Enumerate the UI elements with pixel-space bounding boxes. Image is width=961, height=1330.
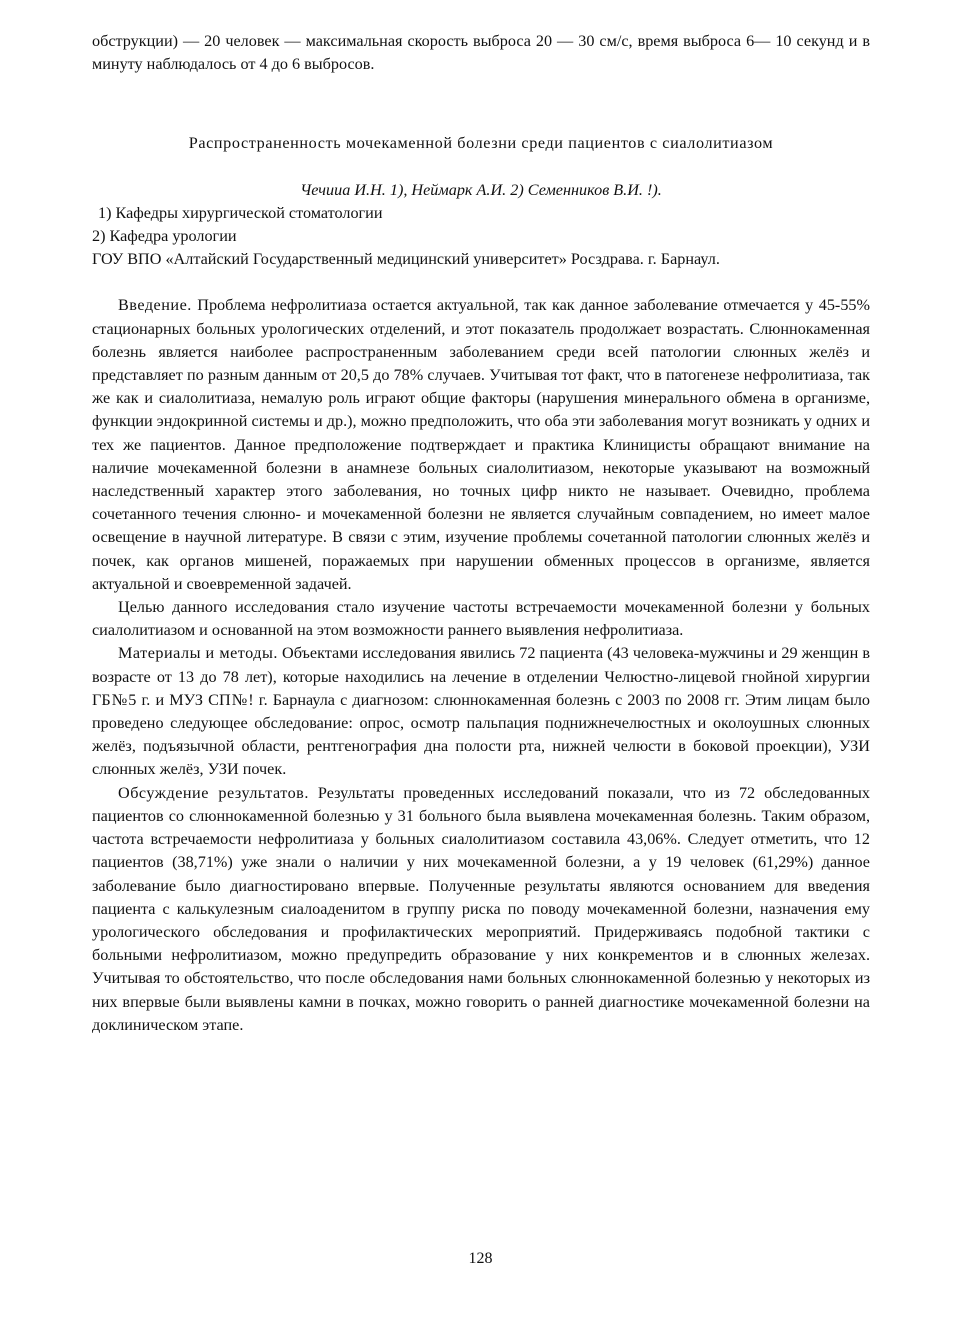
paragraph-introduction (92, 294, 870, 596)
article-authors: Чечииа И.Н. 1), Неймарк А.И. 2) Семенников В.И. !). (300, 180, 662, 199)
paragraph-text: Проблема нефролитиаза остается актуальной, так как данное заболевание отмечается у 45-55% стационарных больных урологических отделений, и этот показатель продолжает возрастать. Слюннокаменная болезнь является наиболее распространенным заболеванием среди всей патологии слюнных желёз и представляет по разным данным от 20,5 до 78% случаев. Учитывая тот факт, что в патогенезе нефролитиаза, так же как и сиалолитиаза, немалую роль играют общие факторы (нарушения минерального обмена в организме, функции эндокринной системы и др.), можно предположить, что оба эти заболевания могут возникать у одних и тех же пациентов. Данное предположение подтверждает и практика Клиницисты обращают внимание на наличие мочекаменной болезни в анамнезе больных сиалолитиазом, некоторые указывают на возможный наследственный характер этого заболевания, но точных цифр никто не называет. Очевидно, проблема сочетанного течения слюнно- и мочекаменной болезни не является случайным совпадением, но имеет малое освещение в научной литературе. В связи с этим, изучение проблемы сочетанной патологии слюнных желёз и почек, как органов мишеней, поражаемых при нарушении обменных процессов в организме, является актуальной и своевременной задачей. (92, 296, 870, 593)
paragraph-text: Результаты проведенных исследований показали, что из 72 обследованных пациентов со слюннокаменной болезнью у 31 больного была выявлена мочекаменная болезнь. Таким образом, частота встречаемости нефролитиаза у больных сиалолитиазом составила 43,06%. Следует отметить, что 12 пациентов (38,71%) уже знали о наличии у них мочекаменной болезни, а у 19 человек (61,29%) данное заболевание было диагностировано впервые. Полученные результаты являются основанием для введения пациента с калькулезным сиалоаденитом в группу риска по поводу мочекаменной болезни, назначения ему урологического обследования и профилактических мероприятий. Придерживаясь подобной тактики с больными нефролитиазом, можно предупредить образование у них конкрементов и в слюнных железах. Учитывая то обстоятельство, что после обследования нами больных слюннокаменной болезнью у некоторых из них впервые были выявлены камни в почках, можно говорить о ранней диагностике мочекаменной болезни на доклиническом этапе. (92, 783, 870, 1034)
paragraph-lead: Материалы и методы. (118, 644, 278, 663)
continuation-text: обструкции) — 20 человек — максимальная скорость выброса 20 — 30 см/с, время выброса 6— 10 секунд и в минуту наблюдалось от 4 до 6 выбросов. (92, 32, 870, 74)
paragraph-aim (92, 596, 870, 642)
affiliations (92, 202, 870, 272)
paragraph-results (92, 782, 870, 1037)
affiliation-3: ГОУ ВПО «Алтайский Государственный медицинский университет» Росздрава. г. Барнаул. (92, 250, 720, 269)
paragraph-text: Объектами исследования явились 72 пациента (43 человека-мужчины и 29 женщин в возрасте от 13 до 78 лет), которые находились на лечение в отделении Челюстно-лицевой гнойной хирургии ГБ№5 г. и МУЗ СП№! г. Барнаула с диагнозом: слюннокаменная болезнь с 2003 по 2008 гг. Этим лицам было проведено следующее обследование: опрос, осмотр пальпация поднижнечелюстных и околоушных слюнных желёз, подъязычной области, рентгенография дна полости рта, нижней челюсти в боковой проекции), УЗИ слюнных желёз, УЗИ почек. (92, 644, 870, 779)
page-number: 128 (468, 1250, 493, 1267)
paragraph-text: Целью данного исследования стало изучение частоты встречаемости мочекаменной болезни у больных сиалолитиазом и основанной на этом возможности раннего выявления нефролитиаза. (92, 598, 870, 640)
affiliation-2: 2) Кафедра урологии (92, 227, 237, 246)
page-body (92, 30, 870, 1037)
affiliation-1: 1) Кафедры хирургической стоматологии (98, 203, 383, 222)
paragraph-lead: Введение. (118, 296, 192, 315)
paragraph-methods (92, 642, 870, 781)
article-body (92, 294, 870, 1037)
article-title: Распространенность мочекаменной болезни среди пациентов с сиалолитиазом (188, 134, 774, 153)
paragraph-lead: Обсуждение результатов. (118, 783, 309, 802)
